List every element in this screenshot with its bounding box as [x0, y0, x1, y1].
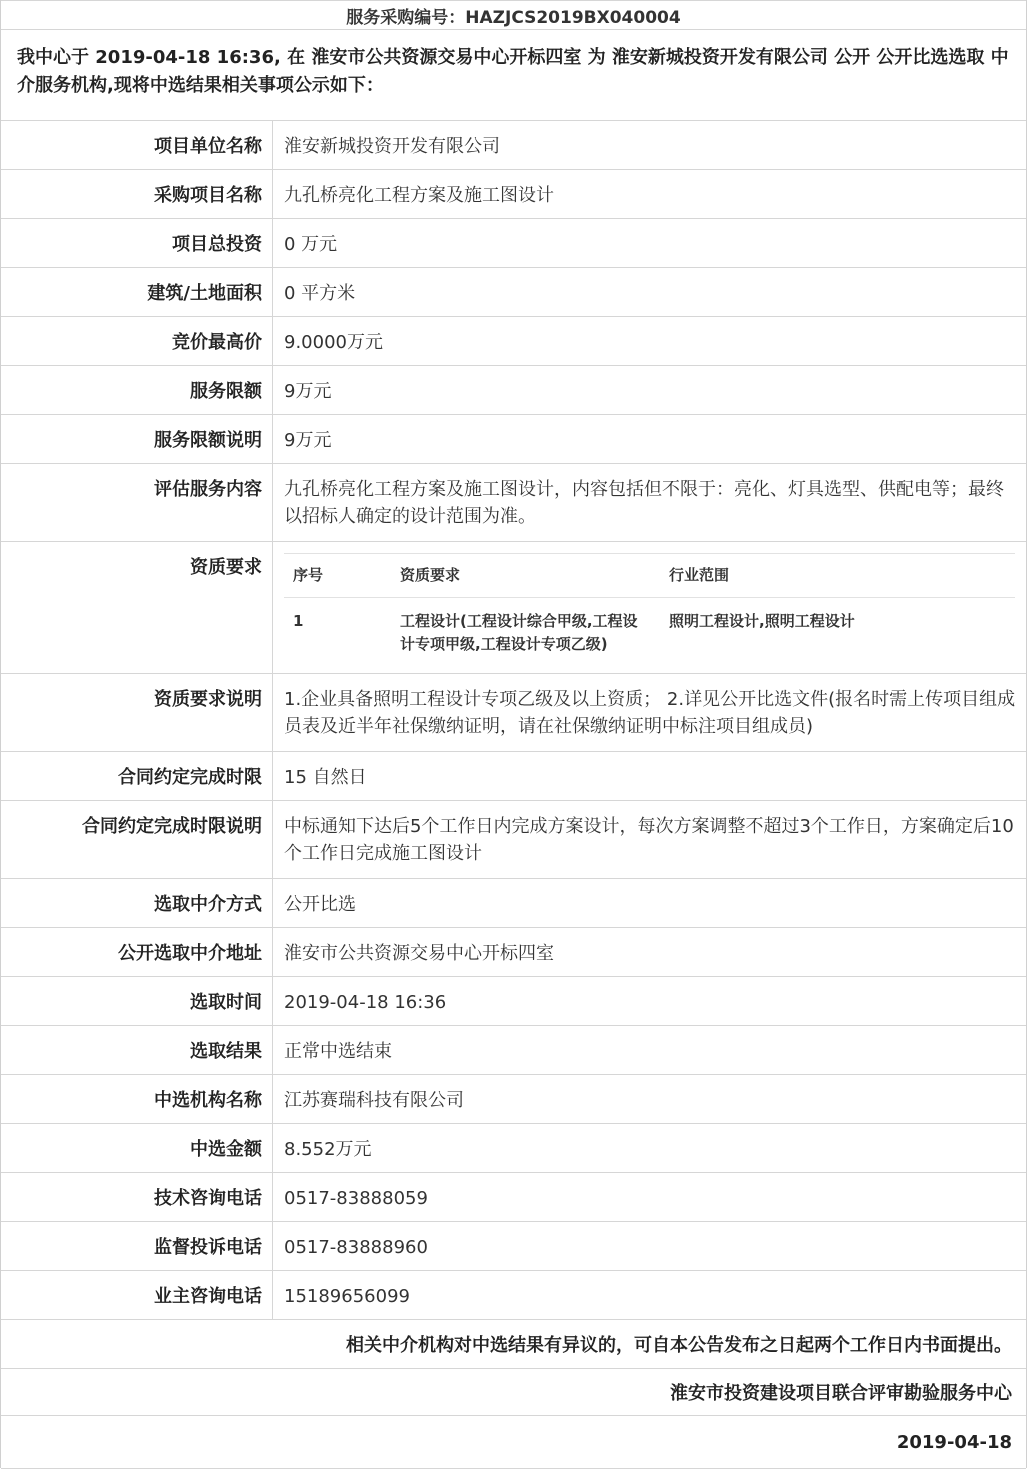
row-label: 选取时间 [1, 977, 273, 1025]
row-value: 九孔桥亮化工程方案及施工图设计，内容包括但不限于：亮化、灯具选型、供配电等；最终以招标人确定的设计范围为准。 [284, 479, 1004, 527]
qualification-table-cell [273, 542, 1026, 673]
row-value: 0 平方米 [284, 283, 356, 304]
row-label: 中选金额 [1, 1124, 273, 1172]
row-qualification [1, 542, 1026, 674]
row-max-bid [1, 317, 1026, 366]
row-project-name [1, 170, 1026, 219]
row-label: 评估服务内容 [1, 464, 273, 541]
issuing-organization: 淮安市投资建设项目联合评审勘验服务中心 [1, 1369, 1026, 1416]
row-value: 江苏赛瑞科技有限公司 [284, 1090, 464, 1111]
row-selection-result [1, 1026, 1026, 1075]
row-label: 公开选取中介地址 [1, 928, 273, 976]
row-value: 公开比选 [284, 894, 356, 915]
row-tech-phone [1, 1173, 1026, 1222]
row-label: 中选机构名称 [1, 1075, 273, 1123]
row-value: 2019-04-18 16:36 [284, 992, 447, 1013]
row-value: 9万元 [284, 381, 332, 402]
row-label: 资质要求 [1, 542, 273, 673]
row-label: 建筑/土地面积 [1, 268, 273, 316]
row-value: 正常中选结束 [284, 1041, 392, 1062]
column-header: 资质要求 [391, 554, 660, 598]
row-value: 淮安市公共资源交易中心开标四室 [284, 943, 554, 964]
row-value: 8.552万元 [284, 1139, 372, 1160]
row-selection-time [1, 977, 1026, 1026]
row-contract-deadline [1, 752, 1026, 801]
issue-date: 2019-04-18 [1, 1416, 1026, 1469]
row-value: 0 万元 [284, 234, 338, 255]
row-label: 项目总投资 [1, 219, 273, 267]
row-label: 合同约定完成时限说明 [1, 801, 273, 878]
row-value: 0517-83888960 [284, 1237, 428, 1258]
row-qualification-note [1, 674, 1026, 752]
row-value: 1.企业具备照明工程设计专项乙级及以上资质； 2.详见公开比选文件(报名时需上传项目组成员表及近半年社保缴纳证明，请在社保缴纳证明中标注项目组成员) [284, 689, 1016, 737]
objection-notice: 相关中介机构对中选结果有异议的，可自本公告发布之日起两个工作日内书面提出。 [1, 1320, 1026, 1369]
row-value: 9.0000万元 [284, 332, 383, 353]
row-label: 合同约定完成时限 [1, 752, 273, 800]
row-label: 竞价最高价 [1, 317, 273, 365]
row-label: 服务限额 [1, 366, 273, 414]
row-label: 资质要求说明 [1, 674, 273, 751]
row-service-limit-note [1, 415, 1026, 464]
qualification-header-row [284, 554, 1015, 598]
row-value: 9万元 [284, 430, 332, 451]
row-project-unit [1, 121, 1026, 170]
row-value: 15 自然日 [284, 767, 367, 788]
row-owner-phone [1, 1271, 1026, 1320]
table-row [284, 598, 1015, 657]
row-label: 业主咨询电话 [1, 1271, 273, 1319]
row-value: 淮安新城投资开发有限公司 [284, 136, 500, 157]
row-value: 0517-83888059 [284, 1188, 428, 1209]
row-label: 服务限额说明 [1, 415, 273, 463]
row-total-investment [1, 219, 1026, 268]
row-complaint-phone [1, 1222, 1026, 1271]
row-label: 监督投诉电话 [1, 1222, 273, 1270]
row-label: 选取中介方式 [1, 879, 273, 927]
row-area [1, 268, 1026, 317]
row-service-content [1, 464, 1026, 542]
qualification-no: 1 [293, 612, 304, 630]
intro-paragraph: 我中心于 2019-04-18 16:36, 在 淮安市公共资源交易中心开标四室 为 淮安新城投资开发有限公司 公开 公开比选选取 中介服务机构,现将中选结果相关事项公示如下： [1, 30, 1026, 121]
row-value: 15189656099 [284, 1286, 410, 1307]
column-header: 行业范围 [660, 554, 1015, 598]
row-value: 九孔桥亮化工程方案及施工图设计 [284, 185, 554, 206]
row-selected-amount [1, 1124, 1026, 1173]
row-service-limit [1, 366, 1026, 415]
row-label: 技术咨询电话 [1, 1173, 273, 1221]
column-header: 序号 [284, 554, 391, 598]
row-value: 中标通知下达后5个工作日内完成方案设计，每次方案调整不超过3个工作日，方案确定后10个工作日完成施工图设计 [284, 816, 1014, 864]
row-selection-address [1, 928, 1026, 977]
row-contract-deadline-note [1, 801, 1026, 879]
row-selected-agency [1, 1075, 1026, 1124]
qualification-requirement: 工程设计(工程设计综合甲级,工程设计专项甲级,工程设计专项乙级) [400, 612, 638, 653]
procurement-number-title: 服务采购编号：HAZJCS2019BX040004 [1, 0, 1026, 30]
row-label: 项目单位名称 [1, 121, 273, 169]
qualification-scope: 照明工程设计,照明工程设计 [669, 612, 855, 630]
qualification-table [284, 553, 1015, 656]
row-label: 选取结果 [1, 1026, 273, 1074]
row-selection-method [1, 879, 1026, 928]
row-label: 采购项目名称 [1, 170, 273, 218]
